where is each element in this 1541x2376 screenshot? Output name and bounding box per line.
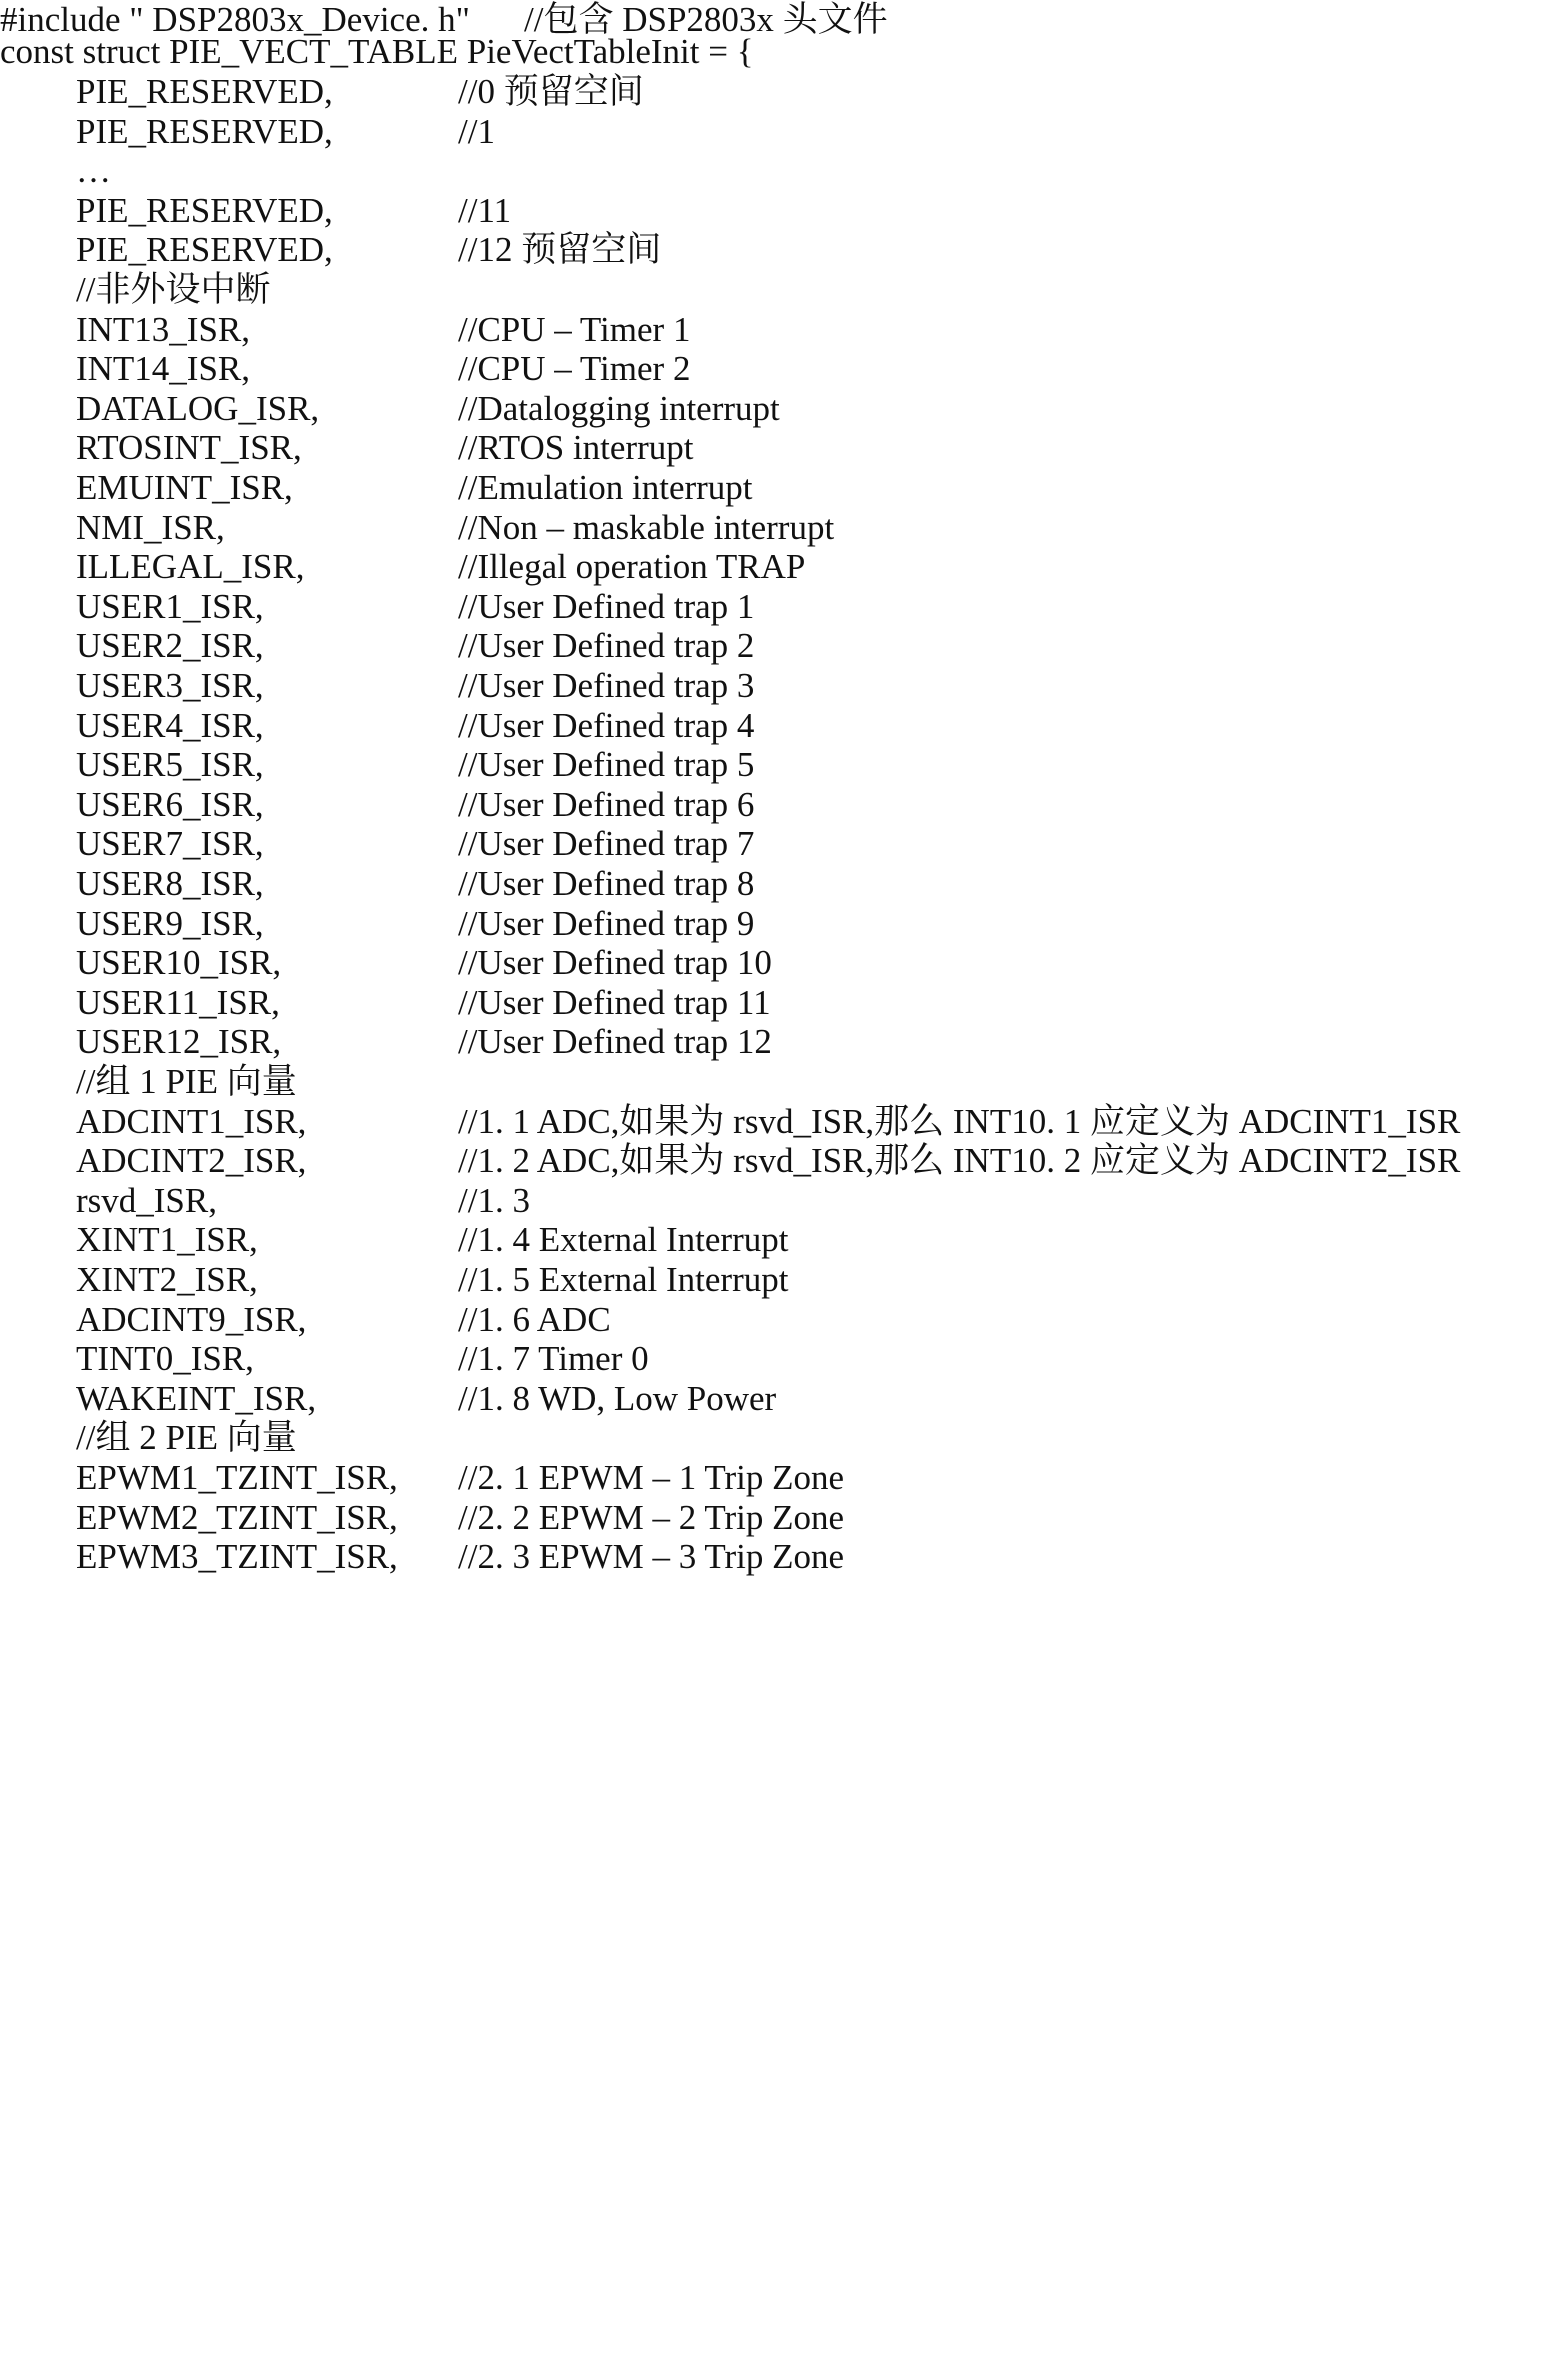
section-comment: //非外设中断 [76,270,271,309]
vector-entry-comment: //User Defined trap 1 [458,586,755,626]
vector-entry-comment: //User Defined trap 8 [458,864,755,903]
vector-entry-comment: //0 预留空间 [458,72,644,111]
vector-entry-code: ADCINT9_ISR, [76,1299,307,1339]
struct-declaration: const struct PIE_VECT_TABLE PieVectTableInit = { [0,32,754,71]
vector-entry-comment: //User Defined trap 11 [458,982,771,1022]
vector-entry-code: EMUINT_ISR, [76,468,293,507]
vector-entry-comment: //User Defined trap 5 [458,745,755,785]
vector-entry-code: RTOSINT_ISR, [76,428,302,468]
vector-entry-code: USER4_ISR, [76,705,264,745]
vector-entry-code: XINT1_ISR, [76,1220,258,1260]
vector-entry-comment: //1. 1 ADC,如果为 rsvd_ISR,那么 INT10. 1 应定义为 ADCINT1_ISR [458,1101,1461,1141]
vector-entry-code: EPWM3_TZINT_ISR, [76,1537,398,1577]
section-comment: //组 1 PIE 向量 [76,1062,297,1101]
vector-entry-comment: //RTOS interrupt [458,428,694,468]
vector-entry-comment: //User Defined trap 3 [458,666,755,705]
vector-entry-comment: //User Defined trap 7 [458,824,755,864]
vector-entry-code: USER12_ISR, [76,1022,282,1062]
vector-entry-comment: //1 [458,111,495,151]
vector-entry-comment: //CPU – Timer 1 [458,309,691,349]
vector-entry-comment: //Datalogging interrupt [458,388,780,428]
vector-entry-code: TINT0_ISR, [76,1339,254,1379]
section-comment: … [76,151,111,191]
vector-entry-comment: //1. 2 ADC,如果为 rsvd_ISR,那么 INT10. 2 应定义为 ADCINT2_ISR [458,1141,1461,1181]
vector-entry-code: DATALOG_ISR, [76,388,320,428]
vector-entry-code: NMI_ISR, [76,507,225,547]
vector-entry-comment: //User Defined trap 4 [458,705,755,745]
vector-entry-code: INT13_ISR, [76,309,251,349]
vector-entry-code: rsvd_ISR, [76,1180,217,1220]
include-comment: //包含 DSP2803x 头文件 [524,0,888,39]
vector-entry-comment: //Emulation interrupt [458,468,753,507]
vector-entry-code: USER6_ISR, [76,784,264,824]
vector-entry-code: ADCINT1_ISR, [76,1101,307,1141]
vector-entry-comment: //User Defined trap 6 [458,784,755,824]
vector-entry-code: XINT2_ISR, [76,1260,258,1299]
section-comment: //组 2 PIE 向量 [76,1418,297,1458]
vector-entry-code: USER2_ISR, [76,626,264,666]
vector-entry-comment: //1. 4 External Interrupt [458,1220,789,1260]
vector-entry-comment: //CPU – Timer 2 [458,349,691,389]
vector-entry-code: INT14_ISR, [76,349,251,389]
vector-entry-comment: //1. 7 Timer 0 [458,1339,649,1379]
include-directive: #include " DSP2803x_Device. h" [0,0,470,39]
vector-entry-comment: //1. 6 ADC [458,1299,611,1339]
vector-entry-comment: //2. 3 EPWM – 3 Trip Zone [458,1537,845,1577]
vector-entry-code: USER5_ISR, [76,745,264,785]
vector-entry-code: ILLEGAL_ISR, [76,547,305,587]
vector-entry-code: ADCINT2_ISR, [76,1141,307,1181]
vector-entry-comment: //Illegal operation TRAP [458,547,806,587]
vector-entry-code: USER8_ISR, [76,864,264,903]
vector-entry-code: PIE_RESERVED, [76,111,333,151]
vector-entry-comment: //1. 8 WD, Low Power [458,1378,777,1418]
vector-entry-code: USER9_ISR, [76,903,264,943]
vector-entry-comment: //11 [458,190,512,230]
vector-entry-code: USER10_ISR, [76,943,282,983]
vector-entry-code: USER3_ISR, [76,666,264,705]
vector-entry-code: PIE_RESERVED, [76,230,333,270]
vector-entry-comment: //12 预留空间 [458,230,662,270]
vector-entry-comment: //User Defined trap 9 [458,903,755,943]
vector-entry-code: USER7_ISR, [76,824,264,864]
vector-entry-code: WAKEINT_ISR, [76,1378,317,1418]
vector-entry-comment: //Non – maskable interrupt [458,507,835,547]
vector-entry-code: PIE_RESERVED, [76,190,333,230]
vector-entry-comment: //User Defined trap 2 [458,626,755,666]
vector-entry-comment: //2. 1 EPWM – 1 Trip Zone [458,1458,845,1497]
vector-entry-comment: //2. 2 EPWM – 2 Trip Zone [458,1497,845,1537]
vector-entry-comment: //User Defined trap 12 [458,1022,772,1062]
vector-entry-code: EPWM1_TZINT_ISR, [76,1458,398,1497]
vector-entry-code: EPWM2_TZINT_ISR, [76,1497,398,1537]
vector-entry-comment: //1. 5 External Interrupt [458,1260,789,1299]
vector-entry-comment: //User Defined trap 10 [458,943,772,983]
vector-entry-code: USER1_ISR, [76,586,264,626]
vector-entry-code: USER11_ISR, [76,982,280,1022]
vector-entry-comment: //1. 3 [458,1180,530,1220]
vector-entry-code: PIE_RESERVED, [76,72,333,111]
